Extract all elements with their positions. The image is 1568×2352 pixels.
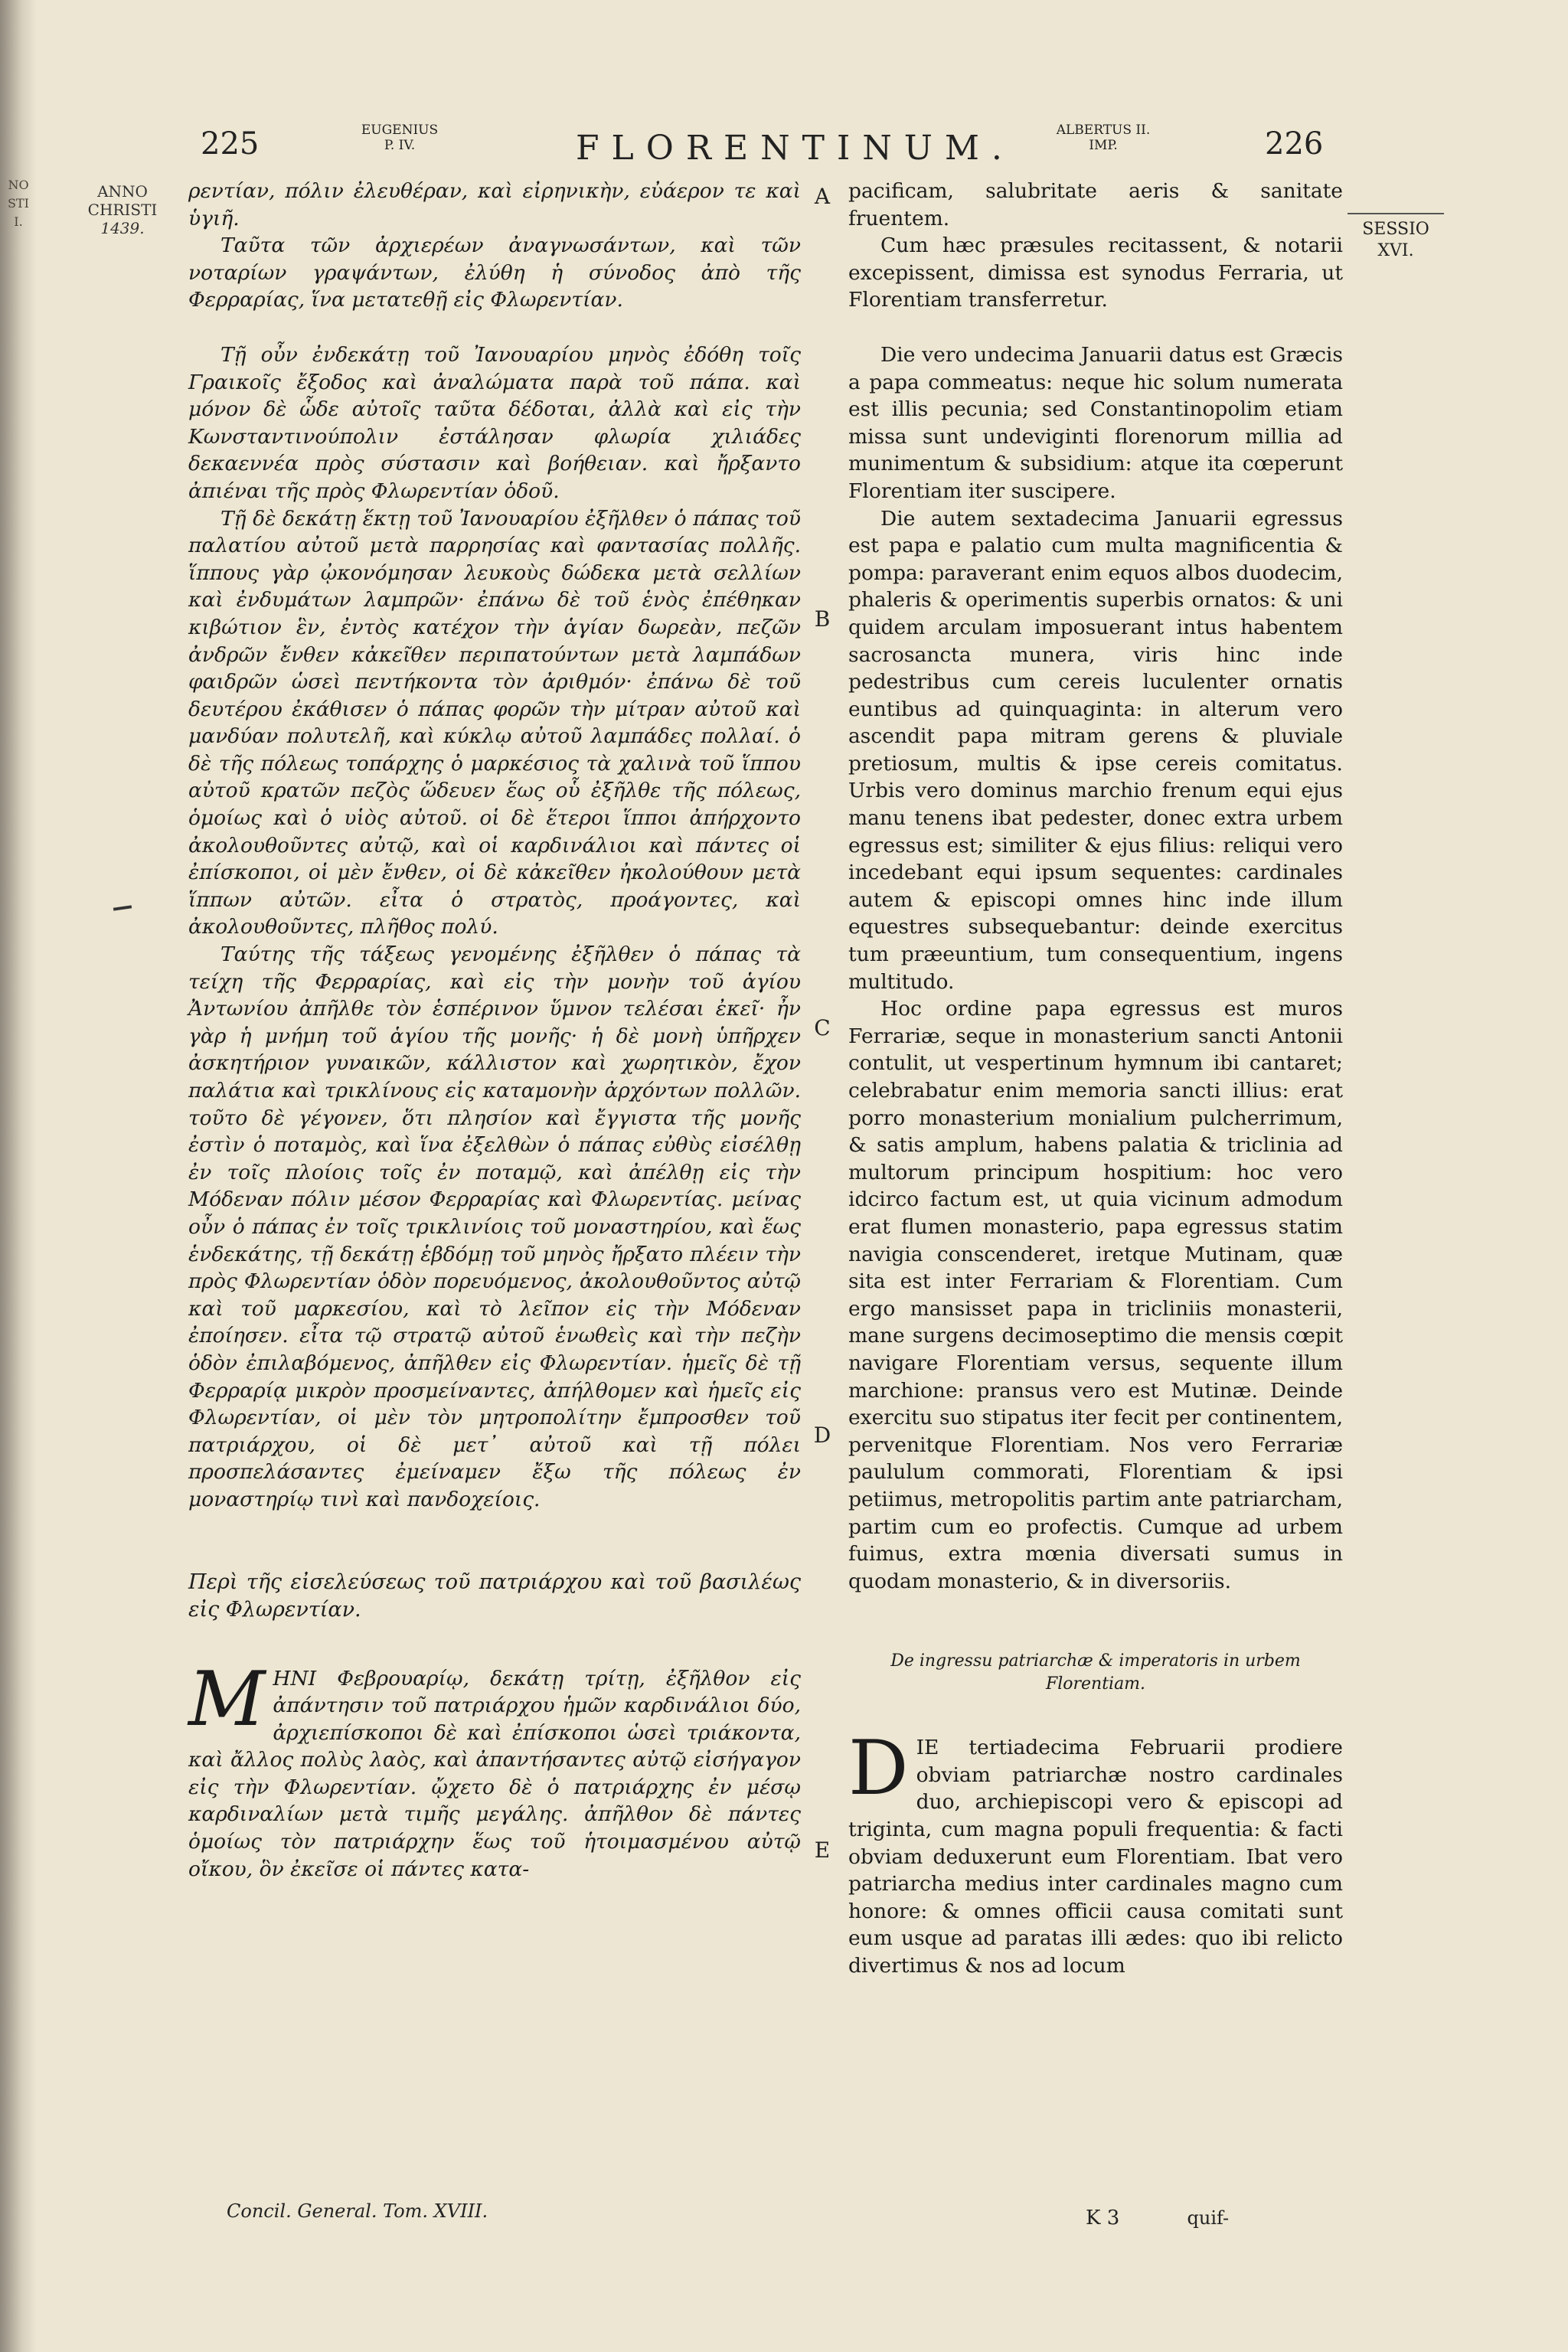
- right-running-head-top: ALBERTUS II.: [1056, 122, 1151, 138]
- greek-paragraph-text: ΗΝΙ Φεβρουαρίῳ, δεκάτῃ τρίτῃ, ἐξῆλθον εἰς ἀπάντησιν τοῦ πατριάρχου ἡμῶν καρδινάλιοι δύο, ἀρχιεπίσκοποι δὲ καὶ ἐπίσκοποι ὡσεὶ τριάκοντα, καὶ ἄλλος πολὺς λαὸς, καὶ ἀπαντήσαντες αὐτῷ εἰσήγαγον εἰς τὴν Φλωρεντίαν. ᾤχετο δὲ ὁ πατριάρχης ἐν μέσῳ καρδιναλίων μετὰ τιμῆς μεγάλης. ἀπῆλθον δὲ πάντες ὁμοίως τὸν πατριάρχην ἕως τοῦ ἡτοιμασμένου αὐτῷ οἴκου, ὃν ἐκεῖσε οἱ πάντες κατα-: [188, 1666, 801, 1881]
- greek-paragraph: Τῇ οὖν ἐνδεκάτῃ τοῦ Ἰανουαρίου μηνὸς ἐδόθη τοῖς Γραικοῖς ἔξοδος καὶ ἀναλώματα παρὰ τοῦ πάπα. καὶ μόνον δὲ ὧδε αὐτοῖς ταῦτα δέδοται, ἀλλὰ καὶ εἰς τὴν Κωνσταντινούπολιν ἐστάλησαν φλωρία χιλιάδες δεκαεννέα πρὸς σύστασιν καὶ βοήθειαν. καὶ ἤρξαντο ἀπιέναι τῆς πρὸς Φλωρεντίαν ὁδοῦ.: [188, 342, 801, 503]
- greek-section-heading: Περὶ τῆς εἰσελεύσεως τοῦ πατριάρχου καὶ τοῦ βασιλέως εἰς Φλωρεντίαν.: [188, 1570, 801, 1622]
- margin-year: 1439.: [100, 219, 145, 237]
- margin-anno: ANNO: [97, 182, 148, 201]
- greek-paragraph: Ταῦτα τῶν ἀρχιερέων ἀναγνωσάντων, καὶ τῶν νοταρίων γραψάντων, ἐλύθη ἡ σύνοδος ἀπὸ τῆς Φερραρίας, ἵνα μετατεθῇ εἰς Φλωρεντίαν.: [188, 234, 801, 312]
- catchword: quif-: [1187, 2207, 1230, 2229]
- footer-signature-line: [1086, 2207, 1229, 2230]
- right-page-number: 226: [1265, 126, 1324, 162]
- latin-paragraph: Cum hæc præsules recitassent, & notarii excepissent, dimissa est synodus Ferraria, ut Florentiam transferretur.: [848, 234, 1343, 312]
- latin-paragraph: pacificam, salubritate aeris & sanitate fruentem.: [848, 179, 1343, 230]
- page-gutter: [0, 0, 37, 2352]
- margin-session-number: XVI.: [1377, 241, 1414, 260]
- session-margin-note: [1348, 213, 1444, 262]
- section-letter-b: B: [814, 606, 831, 632]
- left-page-number: 225: [201, 126, 260, 162]
- section-letter-d: D: [813, 1423, 831, 1448]
- greek-paragraph: Τῇ δὲ δεκάτῃ ἕκτῃ τοῦ Ἰανουαρίου ἐξῆλθεν ὁ πάπας τοῦ παλατίου αὐτοῦ μετὰ παρρησίας καὶ φαντασίας πολλῆς. ἵππους γὰρ ᾠκονόμησαν λευκοὺς δώδεκα μετὰ σελλίων καὶ ἐνδυμάτων λαμπρῶν· ἐπάνω δὲ τοῦ ἑνὸς ἐπέθηκαν κιβώτιον ἓν, ἐντὸς κατέχον τὴν ἁγίαν δωρεὰν, πεζῶν ἀνδρῶν ἔνθεν κἀκεῖθεν περιπατούντων μετὰ λαμπάδων φαιδρῶν ὡσεὶ πεντήκοντα τὸν ἀριθμόν· ἐπάνω δὲ τοῦ δευτέρου ἐκάθισεν ὁ πάπας φορῶν τὴν μίτραν αὐτοῦ καὶ μανδύαν πολυτελῆ, καὶ κύκλῳ αὐτοῦ λαμπάδες πολλαί. ὁ δὲ τῆς πόλεως τοπάρχης ὁ μαρκέσιος τὰ χαλινὰ τοῦ ἵππου αὐτοῦ κρατῶν πεζὸς ὥδευεν ἕως οὗ ἐξῆλθε τῆς πόλεως, ὁμοίως καὶ ὁ υἱὸς αὐτοῦ. οἱ δὲ ἕτεροι ἵπποι ἀπήρχοντο ἀκολουθοῦντες αὐτῷ, καὶ οἱ καρδινάλιοι καὶ πάντες οἱ ἐπίσκοποι, οἱ μὲν ἔνθεν, οἱ δὲ κἀκεῖθεν ἠκολούθουν μετὰ ἵππων αὐτῶν. εἶτα ὁ στρατὸς, προάγοντες, καὶ ἀκολουθοῦντες, πλῆθος πολύ.: [188, 506, 801, 939]
- latin-paragraph: Hoc ordine papa egressus est muros Ferrariæ, seque in monasterium sancti Antonii contulit, ut vespertinum hymnum ibi cantaret; celebrabatur enim memoria sancti illius: erat porro monasterium monialium pulcherrimum, & satis amplum, habens palatia & triclinia ad multorum principum hospitium: hoc vero idcirco factum est, ut quia vicinum admodum erat flumen monasterio, papa egressus statim navigia conscenderet, iretque Mutinam, quæ sita est inter Ferrariam & Florentiam. Cum ergo mansisset papa in tricliniis monasterii, mane surgens decimoseptimo die mensis cœpit navigare Florentiam versus, sequente illum marchione: pransus vero est Mutinæ. Deinde exercitu suo stipatus iter fecit per continentem, pervenitque Florentiam. Nos vero Ferrariæ paululum commorati, Florentiam & ipsi petiimus, metropolitis partim ante patriarcham, partim cum eo profectis. Cumque ad urbem fuimus, extra mœnia diversati sumus in quodam monasterio, & in diversoriis.: [848, 997, 1343, 1593]
- latin-column: [848, 178, 1343, 1980]
- latin-drop-cap: D: [848, 1725, 909, 1813]
- page-title: FLORENTINUM.: [576, 129, 1014, 168]
- section-letter-c: C: [814, 1015, 831, 1040]
- footer-volume: Concil. General. Tom. XVIII.: [227, 2200, 488, 2222]
- latin-paragraph: Die vero undecima Januarii datus est Græcis a papa commeatus: neque hic solum numerata est illis pecunia; sed Constantinopolim etiam missa sunt undeviginti florenorum millia ad munimentum & subsidium: atque ita cœperunt Florentiam iter suscipere.: [848, 342, 1343, 503]
- latin-paragraph: [848, 1725, 1343, 1979]
- section-letter-e: E: [814, 1838, 831, 1863]
- margin-christi: CHRISTI: [87, 201, 158, 219]
- latin-paragraph: Die autem sextadecima Januarii egressus est papa e palatio cum multa magnificentia & pompa: paraverant enim equos albos duodecim, phaleris & operimentis superbis ornatos: & uni quidem arculam imposuerant intus habentem sacrosancta munera, viris hinc inde pedestribus cum cereis luculenter ornatis euntibus ad quinquaginta: in alterum vero ascendit papa mitram gerens & pluviale pretiosum, multis & ipse cereis comitatus. Urbis vero dominus marchio frenum equi ejus manu tenens ibat pedester, donec extra urbem egressus est; similiter & ejus filius: reliqui vero incedebant equi ipsum sequentes: cardinales autem & episcopi omnes hinc inde illum equestres subsequebantur: deinde exercitus tum præeuntium, tum consequentium, ingens multitudo.: [848, 506, 1343, 994]
- greek-drop-cap: M: [188, 1655, 266, 1743]
- greek-paragraph: Ταύτης τῆς τάξεως γενομένης ἐξῆλθεν ὁ πάπας τὰ τείχη τῆς Φερραρίας, καὶ εἰς τὴν μονὴν τοῦ ἁγίου Ἀντωνίου ἀπῆλθε τὸν ἑσπέρινον ὕμνον τελέσαι ἐκεῖ· ἦν γὰρ ἡ μνήμη τοῦ ἁγίου τῆς μονῆς· ἡ δὲ μονὴ ὑπῆρχεν ἀσκητήριον γυναικῶν, κάλλιστον καὶ χωρητικὸν, ἔχον παλάτια καὶ τρικλίνους εἰς καταμονὴν ἀρχόντων πολλῶν. τοῦτο δὲ γέγονεν, ὅτι πλησίον καὶ ἔγγιστα τῆς μονῆς ἐστὶν ὁ ποταμὸς, καὶ ἵνα ἐξελθὼν ὁ πάπας εὐθὺς εἰσέλθῃ ἐν τοῖς πλοίοις τοῖς ἐν ποταμῷ, καὶ ἀπέλθῃ εἰς τὴν Μόδεναν πόλιν μέσον Φερραρίας καὶ Φλωρεντίας. μείνας οὖν ὁ πάπας ἐν τοῖς τρικλινίοις τοῦ μοναστηρίου, καὶ ἕως ἑνδεκάτης, τῇ δεκάτῃ ἑβδόμῃ τοῦ μηνὸς ἤρξατο πλέειν τὴν πρὸς Φλωρεντίαν ὁδὸν πορευόμενος, ἀκολουθοῦντος αὐτῷ καὶ τοῦ μαρκεσίου, καὶ τὸ λεῖπον εἰς τὴν Μόδεναν ἐποίησεν. εἶτα τῷ στρατῷ αὐτοῦ ἑνωθεὶς καὶ τὴν πεζὴν ὁδὸν ἐπιλαβόμενος, ἀπῆλθεν εἰς Φλωρεντίαν. ἡμεῖς δὲ τῇ Φερραρίᾳ μικρὸν προσμείναντες, ἀπήλθομεν καὶ ἡμεῖς εἰς Φλωρεντίαν, οἱ μὲν τὸν μητροπολίτην ἔμπροσθεν τοῦ πατριάρχου, οἱ δὲ μετ᾽ αὐτοῦ καὶ τῇ πόλει προσπελάσαντες ἐμείναμεν ἔξω τῆς πόλεως ἐν μοναστηρίῳ τινὶ καὶ πανδοχείοις.: [188, 942, 801, 1511]
- year-margin-note: [86, 182, 159, 237]
- latin-section-heading: De ingressu patriarchæ & imperatoris in urbem Florentiam.: [890, 1651, 1301, 1694]
- gutter-text: NO STI I.: [8, 178, 29, 229]
- greek-column: [188, 178, 801, 1883]
- right-running-head: [1046, 122, 1161, 153]
- margin-sessio: SESSIO: [1362, 220, 1429, 239]
- greek-paragraph: [188, 1655, 801, 1883]
- left-running-head-bottom: P. IV.: [384, 138, 416, 153]
- right-running-head-bottom: IMP.: [1089, 138, 1118, 153]
- left-running-head-top: EUGENIUS: [361, 122, 439, 138]
- signature-mark: K 3: [1086, 2207, 1120, 2230]
- section-letter-a: A: [814, 184, 831, 209]
- margin-mark: [113, 905, 132, 910]
- greek-paragraph: ρεντίαν, πόλιν ἐλευθέραν, καὶ εἰρηνικὴν, εὐάερον τε καὶ ὑγιῆ.: [188, 179, 801, 230]
- latin-paragraph-text: IE tertiadecima Februarii prodiere obviam patriarchæ nostro cardinales duo, archiepiscopi vero & episcopi ad triginta, cum magna populi frequentia: & facti obviam deduxerunt eum Florentiam. Ibat vero patriarcha medius inter cardinales magno cum honore: & omnes officii causa comitati sunt eum usque ad paratas illi ædes: quo ibi relicto divertimus & nos ad locum: [848, 1736, 1343, 1978]
- left-running-head: [354, 122, 446, 153]
